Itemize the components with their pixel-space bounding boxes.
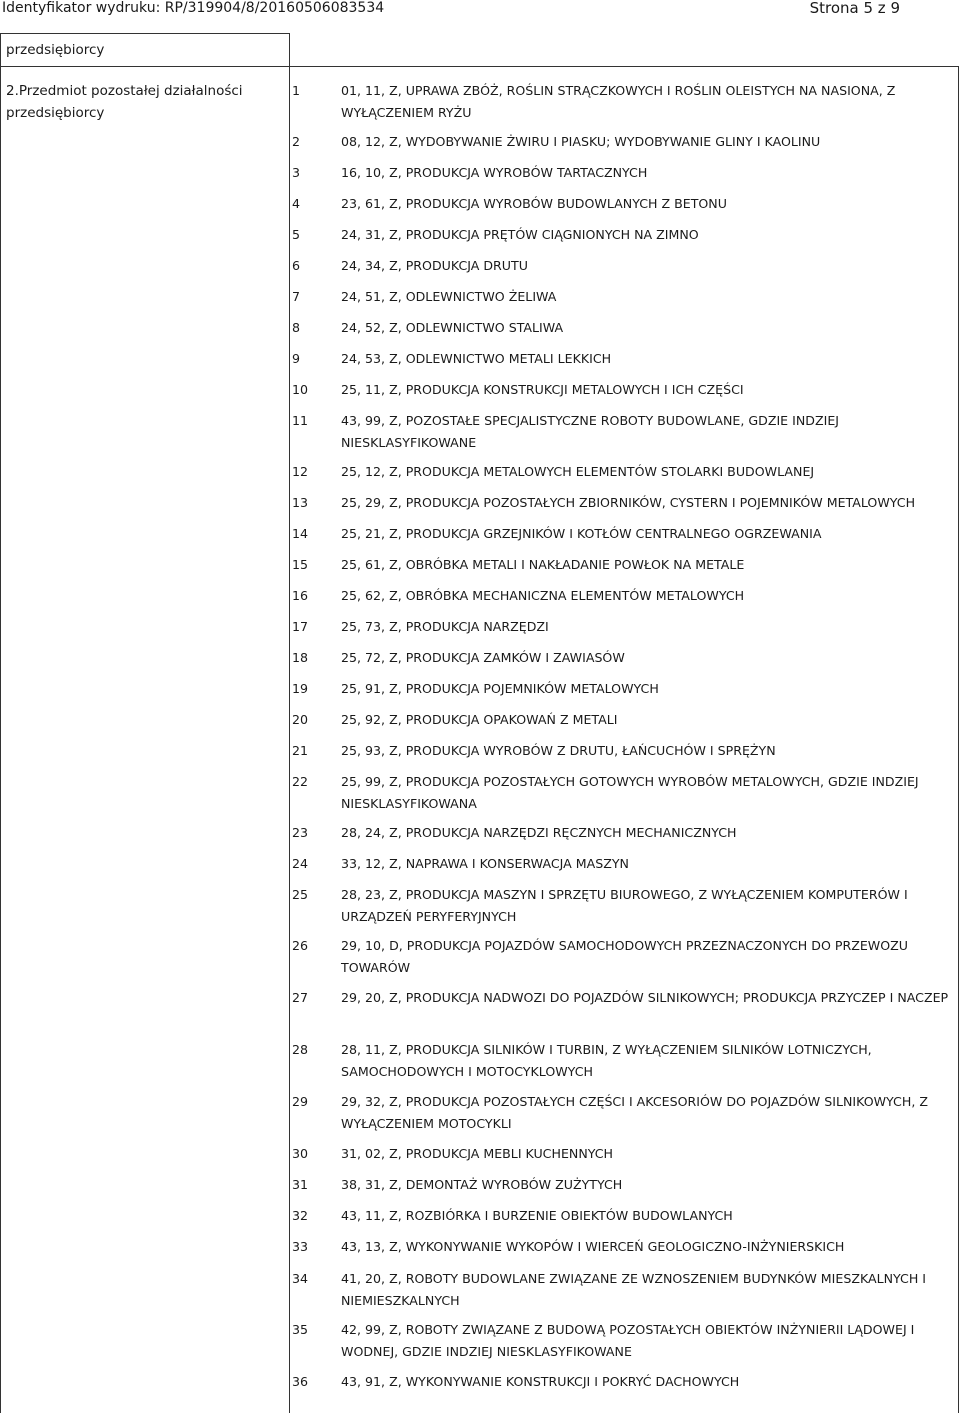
row-number: 7: [292, 289, 301, 304]
row-number: 13: [292, 495, 309, 510]
table-row: [290, 348, 955, 370]
table-row: [290, 1319, 955, 1363]
activity-description: 43, 13, Z, WYKONYWANIE WYKOPÓW I WIERCEŃ GEOLOGICZNO-INŻYNIERSKICH: [341, 1239, 845, 1254]
table-row: [290, 935, 955, 979]
row-number: 4: [292, 196, 301, 211]
row-number: 16: [292, 588, 309, 603]
activity-description: 25, 93, Z, PRODUKCJA WYROBÓW Z DRUTU, ŁAŃCUCHÓW I SPRĘŻYN: [341, 743, 776, 758]
table-row: [290, 255, 955, 277]
activity-description: 25, 62, Z, OBRÓBKA MECHANICZNA ELEMENTÓW METALOWYCH: [341, 588, 745, 603]
table-row: [290, 193, 955, 215]
table-row: [290, 162, 955, 184]
row-number: 14: [292, 526, 309, 541]
table-row: [290, 1091, 955, 1135]
activity-description: 28, 24, Z, PRODUKCJA NARZĘDZI RĘCZNYCH MECHANICZNYCH: [341, 825, 737, 840]
table-row: [290, 822, 955, 844]
row-number: 27: [292, 990, 309, 1005]
table-row: [290, 740, 955, 762]
row-number: 25: [292, 887, 309, 902]
table-row: [290, 987, 955, 1009]
row-number: 20: [292, 712, 309, 727]
divider: [0, 33, 289, 34]
table-row: [290, 1174, 955, 1196]
table-row: [290, 1143, 955, 1165]
activity-description: 25, 29, Z, PRODUKCJA POZOSTAŁYCH ZBIORNIKÓW, CYSTERN I POJEMNIKÓW METALOWYCH: [341, 495, 916, 510]
table-row: [290, 80, 955, 124]
row-number: 3: [292, 165, 301, 180]
activity-description: 25, 92, Z, PRODUKCJA OPAKOWAŃ Z METALI: [341, 712, 618, 727]
table-row: [290, 678, 955, 700]
activity-description: 24, 53, Z, ODLEWNICTWO METALI LEKKICH: [341, 351, 612, 366]
row-number: 18: [292, 650, 309, 665]
table-row: [290, 884, 955, 928]
table-row: [290, 492, 955, 514]
table-row: [290, 224, 955, 246]
activity-description: 38, 31, Z, DEMONTAŻ WYROBÓW ZUŻYTYCH: [341, 1177, 623, 1192]
row-number: 33: [292, 1239, 309, 1254]
activity-description: 24, 34, Z, PRODUKCJA DRUTU: [341, 258, 528, 273]
table-row: [290, 853, 955, 875]
row-number: 36: [292, 1374, 309, 1389]
activity-description: 25, 11, Z, PRODUKCJA KONSTRUKCJI METALOWYCH I ICH CZĘŚCI: [341, 382, 744, 397]
print-identifier: Identyfikator wydruku: RP/319904/8/20160506083534: [2, 0, 385, 16]
activity-description: 43, 99, Z, POZOSTAŁE SPECJALISTYCZNE ROBOTY BUDOWLANE, GDZIE INDZIEJ NIESKLASYFIKOWANE: [341, 413, 839, 450]
activity-description: 25, 61, Z, OBRÓBKA METALI I NAKŁADANIE POWŁOK NA METALE: [341, 557, 745, 572]
divider: [958, 66, 959, 1413]
row-number: 26: [292, 938, 309, 953]
table-row: [290, 771, 955, 815]
table-row: [290, 461, 955, 483]
table-row: [290, 647, 955, 669]
activity-description: 29, 10, D, PRODUKCJA POJAZDÓW SAMOCHODOWYCH PRZEZNACZONYCH DO PRZEWOZU TOWARÓW: [341, 938, 909, 975]
activity-description: 16, 10, Z, PRODUKCJA WYROBÓW TARTACZNYCH: [341, 165, 648, 180]
row-number: 10: [292, 382, 309, 397]
activity-description: 31, 02, Z, PRODUKCJA MEBLI KUCHENNYCH: [341, 1146, 614, 1161]
table-row: [290, 1236, 955, 1258]
section-label: 2.Przedmiot pozostałej działalności przedsiębiorcy: [6, 83, 243, 121]
table-row: [290, 379, 955, 401]
activity-description: 28, 23, Z, PRODUKCJA MASZYN I SPRZĘTU BIUROWEGO, Z WYŁĄCZENIEM KOMPUTERÓW I URZĄDZEŃ PERYFERYJNYCH: [341, 887, 908, 924]
activity-description: 25, 21, Z, PRODUKCJA GRZEJNIKÓW I KOTŁÓW CENTRALNEGO OGRZEWANIA: [341, 526, 822, 541]
activity-description: 25, 73, Z, PRODUKCJA NARZĘDZI: [341, 619, 549, 634]
activity-description: 25, 12, Z, PRODUKCJA METALOWYCH ELEMENTÓW STOLARKI BUDOWLANEJ: [341, 464, 815, 479]
activity-description: 24, 52, Z, ODLEWNICTWO STALIWA: [341, 320, 564, 335]
row-number: 21: [292, 743, 309, 758]
table-row: [290, 585, 955, 607]
row-number: 1: [292, 83, 301, 98]
row-number: 2: [292, 134, 301, 149]
row-number: 23: [292, 825, 309, 840]
activity-description: 43, 91, Z, WYKONYWANIE KONSTRUKCJI I POKRYĆ DACHOWYCH: [341, 1374, 740, 1389]
activity-description: 25, 99, Z, PRODUKCJA POZOSTAŁYCH GOTOWYCH WYROBÓW METALOWYCH, GDZIE INDZIEJ NIESKLASYFIKOWANA: [341, 774, 919, 811]
activity-description: 41, 20, Z, ROBOTY BUDOWLANE ZWIĄZANE ZE WZNOSZENIEM BUDYNKÓW MIESZKALNYCH I NIEMIESZKALNYCH: [341, 1271, 927, 1308]
table-row: [290, 317, 955, 339]
activity-description: 25, 91, Z, PRODUKCJA POJEMNIKÓW METALOWYCH: [341, 681, 659, 696]
row-number: 15: [292, 557, 309, 572]
row-number: 5: [292, 227, 301, 242]
table-row: [290, 1205, 955, 1227]
table-row: [290, 410, 955, 454]
top-label: przedsiębiorcy: [6, 42, 105, 58]
table-row: [290, 554, 955, 576]
activity-description: 23, 61, Z, PRODUKCJA WYROBÓW BUDOWLANYCH Z BETONU: [341, 196, 727, 211]
table-row: [290, 1371, 955, 1393]
row-number: 8: [292, 320, 301, 335]
row-number: 17: [292, 619, 309, 634]
table-row: [290, 616, 955, 638]
row-number: 11: [292, 413, 309, 428]
table-row: [290, 1268, 955, 1312]
row-number: 32: [292, 1208, 309, 1223]
print-header: [0, 0, 960, 16]
row-number: 9: [292, 351, 301, 366]
page-number: Strona 5 z 9: [809, 0, 900, 17]
activity-description: 08, 12, Z, WYDOBYWANIE ŻWIRU I PIASKU; WYDOBYWANIE GLINY I KAOLINU: [341, 134, 821, 149]
activity-description: 28, 11, Z, PRODUKCJA SILNIKÓW I TURBIN, Z WYŁĄCZENIEM SILNIKÓW LOTNICZYCH, SAMOCHODOWYCH I MOTOCYKLOWYCH: [341, 1042, 872, 1079]
row-number: 12: [292, 464, 309, 479]
table-row: [290, 1039, 955, 1083]
table-row: [290, 709, 955, 731]
divider: [0, 33, 1, 1413]
activity-description: 24, 31, Z, PRODUKCJA PRĘTÓW CIĄGNIONYCH NA ZIMNO: [341, 227, 699, 242]
activity-description: 01, 11, Z, UPRAWA ZBÓŻ, ROŚLIN STRĄCZKOWYCH I ROŚLIN OLEISTYCH NA NASIONA, Z WYŁĄCZENIEM RYŻU: [341, 83, 896, 120]
row-number: 35: [292, 1322, 309, 1337]
row-number: 29: [292, 1094, 309, 1109]
activity-description: 25, 72, Z, PRODUKCJA ZAMKÓW I ZAWIASÓW: [341, 650, 625, 665]
activity-description: 43, 11, Z, ROZBIÓRKA I BURZENIE OBIEKTÓW BUDOWLANYCH: [341, 1208, 733, 1223]
activity-description: 29, 20, Z, PRODUKCJA NADWOZI DO POJAZDÓW SILNIKOWYCH; PRODUKCJA PRZYCZEP I NACZEP: [341, 990, 949, 1005]
row-number: 30: [292, 1146, 309, 1161]
table-row: [290, 286, 955, 308]
row-number: 22: [292, 774, 309, 789]
row-number: 6: [292, 258, 301, 273]
row-number: 31: [292, 1177, 309, 1192]
table-row: [290, 131, 955, 153]
row-number: 28: [292, 1042, 309, 1057]
row-number: 34: [292, 1271, 309, 1286]
activity-description: 24, 51, Z, ODLEWNICTWO ŻELIWA: [341, 289, 557, 304]
activity-description: 42, 99, Z, ROBOTY ZWIĄZANE Z BUDOWĄ POZOSTAŁYCH OBIEKTÓW INŻYNIERII LĄDOWEJ I WODNEJ, GDZIE INDZIEJ NIESKLASYFIKOWANE: [341, 1322, 915, 1359]
row-number: 19: [292, 681, 309, 696]
activity-description: 33, 12, Z, NAPRAWA I KONSERWACJA MASZYN: [341, 856, 629, 871]
activity-description: 29, 32, Z, PRODUKCJA POZOSTAŁYCH CZĘŚCI I AKCESORIÓW DO POJAZDÓW SILNIKOWYCH, Z WYŁĄCZENIEM MOTOCYKLI: [341, 1094, 928, 1131]
table-row: [290, 523, 955, 545]
row-number: 24: [292, 856, 309, 871]
divider: [0, 66, 958, 67]
